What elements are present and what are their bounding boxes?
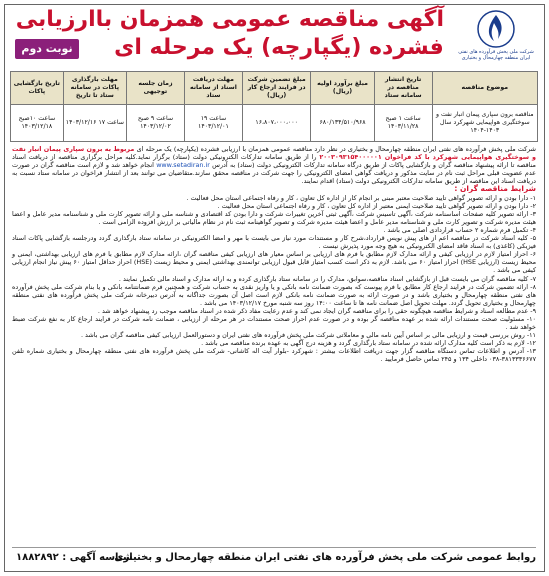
- company-logo: [456, 9, 536, 67]
- condition-item: ۱۳- آدرس و اطلاعات تماس دستگاه مناقصه گزار جهت دریافت اطلاعات بیشتر : شهرکرد -بلوار آیت اله کاشانی- شرکت ملی پخش فرآورده های نفتی منطقه چهارمحال و بختیاری شماره تلفن ۳۸۱۳۳۳۶۶۷۷-۰۳۸ داخلی ۱۳۴ و ۲۴۵ تماس حاصل فرمایید .: [12, 347, 536, 364]
- intro-paragraph: [12, 145, 536, 185]
- logo-caption: شرکت ملی پخش فرآورده های نفتی ایران منطقه چهارمحال و بختیاری: [458, 49, 534, 61]
- table-cell: ۱۶،۸۰۷،۰۰۰،۰۰۰: [242, 105, 311, 142]
- ad-number: شناسه آگهی : ۱۸۸۲۸۹۲: [16, 552, 133, 563]
- table-header-cell: مهلت بارگذاری پاکات در سامانه ستاد تا تاریخ: [63, 72, 126, 105]
- condition-item: ۹- عدم مطالعه اسناد و شرایط مناقصه هیچگونه حقی را برای مناقصه گران ایجاد نمی کند و عدم رعایت مفاد ذکر شده در اسناد مناقصه موجب رد پیشنهاد خواهد شد .: [97, 306, 536, 315]
- condition-item: ۳- ارائه تصویر کلیه صفحات اساسنامه شرکت ،آگهی تاسیس شرکت ،آگهی ثبتی آخرین تغییرات شرکت و دارا بودن کد اقتصادی و شناسه ملی و ارائه تصویر کارت ملی و شناسنامه مدیر عامل و اعضا هیئت مدیره شرکت و تصویر کارت ملی و شناسنامه مدیر عامل و اعضا هیئت مدیره شرکت و تصویر گواهینامه ثبت نام در نظام مالیاتی بر ارزش افزوده الزامی است .: [12, 209, 536, 226]
- condition-item: ۲- دارا بودن و ارائه تصویر گواهی تایید صلاحیت ایمنی معتبر از اداره کل تعاون ، کار و رفاه اجتماعی استان محل فعالیت .: [217, 201, 536, 210]
- intro-highlight: مربوط به برون سپاری پیمان انبار نفت و سوختگیری هواپیمایی شهرکرد با کد فراخوان ۲۰۰۳۰۹۳۱۵۴۰۰۰۰۰۱: [12, 145, 536, 162]
- ad-footer: [12, 547, 536, 563]
- table-header-cell: تاریخ بازگشایی پاکات: [11, 72, 64, 105]
- condition-item: ۱۲- لازم به ذکر است کلیه مدارک ارائه شده در سامانه ستاد بارگذاری گردد و هزینه درج آگهی به عهده برنده مناقصه می باشد .: [201, 339, 536, 348]
- intro-text-a: شرکت ملی پخش فرآورده های نفتی ایران منطقه چهارمحال و بختیاری در نظر دارد مناقصه عمومی همزمان با ارزیابی فشرده (یکپارچه) یک مرحله ای: [136, 145, 537, 153]
- setad-link[interactable]: www.setadiran.ir: [156, 161, 210, 170]
- table-cell: مناقصه برون سپاری پیمان انبار نفت و سوختگیری هواپیمایی شهرکرد سال ۱۴۰۳-۱۴۰۴: [432, 105, 537, 142]
- table-cell: ساعت ۱۹ ۱۴۰۳/۱۲/۰۱: [184, 105, 242, 142]
- ad-title-line1: آگهی مناقصه عمومی همزمان باارزیابی: [15, 7, 444, 32]
- condition-item: ۱۱- روش بررسی قیمت و ارزیابی مالی بر اساس آیین نامه مالی و معاملاتی شرکت ملی پخش فرآورده های نفتی ایران و دستورالعمل ارزیابی کیفی مناقصه گران می باشد .: [80, 331, 536, 340]
- advertisement-page: [4, 4, 545, 572]
- intro-text-b: را از طریق سامانه تدارکات الکترونیکی دولت (ستاد) برگزار نماید.کلیه مراحل برگزاری مناقصه از دریافت اسناد مناقصه تا ارائه پیشنهاد مناقصه گران و بازگشایی پاکات از طریق درگاه سامانه تدارکات الکترونیکی دولت (ستاد) به آدرس: [12, 153, 536, 170]
- table-header-cell: مهلت دریافت اسناد از سامانه ستاد: [184, 72, 242, 105]
- flame-logo-icon: [476, 9, 516, 49]
- condition-item: ۷- کلیه مناقصه گران می بایست قبل از بازگشایی اسناد مناقصه،سوابق، مدارک را در سامانه ستاد بارگذاری کرده و به ارائه مدارک و اسناد مالی تکمیل نمایند .: [118, 274, 536, 283]
- table-header-row: [11, 72, 538, 105]
- table-header-cell: تاریخ انتشار مناقصه در سامانه ستاد: [374, 72, 432, 105]
- table-cell: ۶۸۰/۱۳۴/۵۱۰/۹۶۸: [311, 105, 374, 142]
- ad-body: [12, 145, 536, 364]
- table-cell: ساعت ۹ صبح ۱۴۰۳/۱۲/۰۲: [126, 105, 184, 142]
- condition-item: ۱- دارا بودن و ارائه تصویر گواهی تایید صلاحیت معتبر مبنی بر انجام کار از اداره کل تعاون ، کار و رفاه اجتماعی استان محل فعالیت .: [186, 193, 536, 202]
- table-cell: ساعت ۱۷ ۱۴۰۳/۱۲/۱۶: [63, 105, 126, 142]
- table-header-cell: مبلغ برآورد اولیه (ریال): [311, 72, 374, 105]
- tender-info-table: [10, 71, 538, 142]
- table-row: [11, 105, 538, 142]
- condition-item: ۴- تکمیل فرم شماره ۲ حساب قراردادی اصلی می باشد .: [383, 225, 536, 234]
- condition-item: ۸- ارائه تضمین شرکت در فرایند ارجاع کار مطابق با فرم پیوست که بصورت ضمانت نامه بانکی و یا واریز نقدی به حساب شرکت و همچنین فرم ضمانتنامه بانکی و یا بنام شرکت ملی پخش فرآورده های نفتی منطقه چهارمحال و بختیاری باشد و در صورت ارائه به صورت ضمانت نامه بانکی لازم است اصل آن بصورت جداگانه به آدرس دبیرخانه شرکت ملی پخش فرآورده های نفتی منطقه چهارمحال و بختیاری تحویل گردد. مهلت تحویل اصل ضمانت نامه ها تا ساعت ۱۴:۰۰ روز سه شنبه مورخ ۱۴۰۳/۱۲/۱۷ می باشد .: [12, 282, 536, 307]
- condition-item: ۵- کلیه اسناد شرکت در مناقصه اعم از های پیش نویس قرارداد،شرح کار و مستندات مورد نیاز می بایست با مهر و امضا الکترونیکی در سامانه ستاد بارگذاری گردد ودرجلسه بازگشایی پاکات اسناد فیزیکی (کاغذی) به اسناد فاقد امضای الکترونیکی به هیچ وجه مورد پذیرش نیست .: [12, 234, 536, 251]
- condition-item: ۱۰- مسئولیت صحت مستندات ارائه شده بر عهده مناقصه گر بوده و در صورت عدم احراز صحت مستندات در هر مرحله از ارزیابی ، ضمانت نامه شرکت در فرایند ارجاع کار به نفع شرکت ضبط خواهد شد .: [12, 314, 536, 332]
- round-badge: نوبت دوم: [15, 39, 79, 59]
- table-cell: ساعت ۱ صبح ۱۴۰۳/۱۱/۲۸: [374, 105, 432, 142]
- table-header-cell: زمان جلسه توجیهی: [126, 72, 184, 105]
- intro-text-c: انجام خواهد شد و لازم است مناقصه گران در صورت عدم عضویت قبلی مراحل ثبت نام در سایت مذکور و دریافت گواهی امضای الکترونیکی را جهت شرکت در مناقصه محقق سازند.متقاضیان می توانند بعد از انتشار فراخوان در سامانه ستاد نسبت به دریافت اسناد این مناقصه از طریق سامانه تدارکات الکترونیکی دولت (ستاد) اقدام نمایند.: [12, 161, 536, 186]
- conditions-title: شرایط مناقصه گران :: [454, 184, 536, 194]
- table-header-cell: مبلغ تضمین شرکت در فرایند ارجاع کار (ریال): [242, 72, 311, 105]
- ad-title-line2: فشرده (یگپارچه) یک مرحله ای: [114, 35, 444, 60]
- table-header-cell: موضوع مناقصه: [432, 72, 537, 105]
- condition-item: ۶- احراز امتیاز لازم در ارزیابی کیفی و ارائه مدارک لازم مطابق با فرم های ارزیابی بر اساس معیار های ارزیابی کیفی مناقصه گران ،ارائه مدارک لازم مطابق با فرم های ارزیابی بهداشتی، ایمنی و محیط زیست (ارزیابی HSE) احراز امتیاز ۶۰ می باشد. لازم به ذکر است کسب امتیاز قابل قبول ارزیابی توانمندی بهداشتی ایمنی و محیط زیست (HSE) احراز حداقل امتیاز ۶۰ پیش نیاز انجام ارزیابی کیفی می باشد .: [12, 250, 537, 275]
- table-cell: ساعت ۱۰صبح ۱۴۰۳/۱۲/۱۸: [11, 105, 64, 142]
- public-relations-signature: روابط عمومی شرکت ملی پخش فرآورده های نفتی ایران منطقه چهارمحال و بختیاری: [114, 552, 536, 563]
